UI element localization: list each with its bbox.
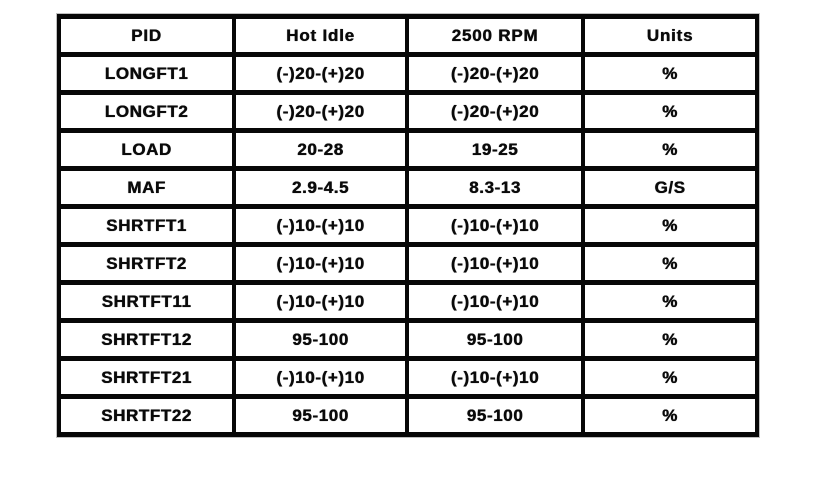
table-row-shrtft11 — [59, 283, 757, 321]
column-header-pid: PID — [59, 17, 234, 55]
cell-pid: MAF — [59, 169, 234, 207]
cell-pid: LOAD — [59, 131, 234, 169]
column-header-hot-idle: Hot Idle — [234, 17, 407, 55]
cell-units: % — [583, 131, 757, 169]
cell-pid: SHRTFT2 — [59, 245, 234, 283]
cell-2500-rpm: (-)10-(+)10 — [407, 283, 583, 321]
table-row-longft1 — [59, 55, 757, 93]
cell-pid: SHRTFT1 — [59, 207, 234, 245]
cell-2500-rpm: (-)10-(+)10 — [407, 359, 583, 397]
cell-hot-idle: (-)20-(+)20 — [234, 55, 407, 93]
cell-units: % — [583, 359, 757, 397]
cell-hot-idle: (-)10-(+)10 — [234, 207, 407, 245]
cell-units: % — [583, 283, 757, 321]
cell-units: % — [583, 207, 757, 245]
cell-hot-idle: 20-28 — [234, 131, 407, 169]
cell-2500-rpm: 19-25 — [407, 131, 583, 169]
cell-hot-idle: (-)10-(+)10 — [234, 245, 407, 283]
cell-2500-rpm: (-)20-(+)20 — [407, 93, 583, 131]
cell-2500-rpm: 95-100 — [407, 397, 583, 435]
cell-hot-idle: 95-100 — [234, 397, 407, 435]
table-row-shrtft22 — [59, 397, 757, 435]
cell-2500-rpm: (-)10-(+)10 — [407, 207, 583, 245]
table-row-shrtft21 — [59, 359, 757, 397]
cell-units: % — [583, 397, 757, 435]
table-header-row — [59, 17, 757, 55]
cell-pid: SHRTFT11 — [59, 283, 234, 321]
cell-units: % — [583, 321, 757, 359]
cell-hot-idle: (-)10-(+)10 — [234, 283, 407, 321]
table-row-shrtft1 — [59, 207, 757, 245]
pid-reference-table — [57, 14, 759, 437]
cell-units: G/S — [583, 169, 757, 207]
table-row-load — [59, 131, 757, 169]
cell-pid: LONGFT1 — [59, 55, 234, 93]
cell-pid: SHRTFT12 — [59, 321, 234, 359]
cell-pid: LONGFT2 — [59, 93, 234, 131]
table-row-shrtft2 — [59, 245, 757, 283]
table-row-maf — [59, 169, 757, 207]
cell-pid: SHRTFT22 — [59, 397, 234, 435]
cell-2500-rpm: 95-100 — [407, 321, 583, 359]
cell-hot-idle: 95-100 — [234, 321, 407, 359]
cell-hot-idle: 2.9-4.5 — [234, 169, 407, 207]
cell-hot-idle: (-)10-(+)10 — [234, 359, 407, 397]
cell-units: % — [583, 55, 757, 93]
cell-hot-idle: (-)20-(+)20 — [234, 93, 407, 131]
cell-pid: SHRTFT21 — [59, 359, 234, 397]
column-header-units: Units — [583, 17, 757, 55]
column-header-2500-rpm: 2500 RPM — [407, 17, 583, 55]
cell-units: % — [583, 245, 757, 283]
cell-2500-rpm: 8.3-13 — [407, 169, 583, 207]
cell-units: % — [583, 93, 757, 131]
cell-2500-rpm: (-)20-(+)20 — [407, 55, 583, 93]
cell-2500-rpm: (-)10-(+)10 — [407, 245, 583, 283]
table-row-shrtft12 — [59, 321, 757, 359]
table-row-longft2 — [59, 93, 757, 131]
